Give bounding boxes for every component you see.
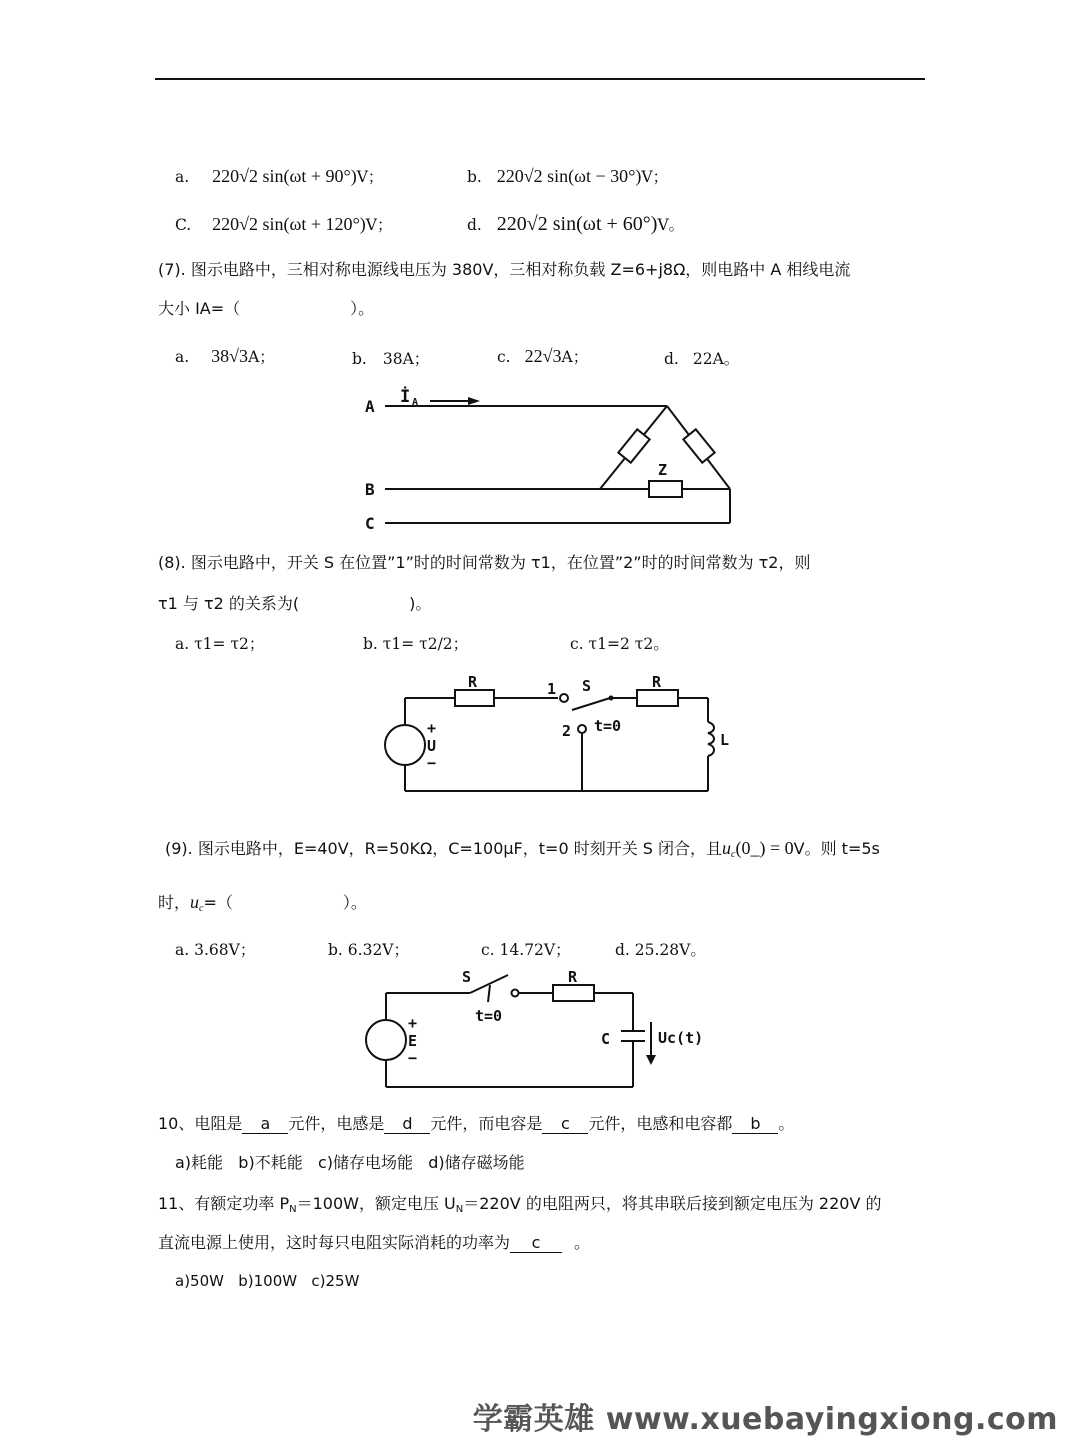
q8-option-a: a. τ1= τ2； [175, 635, 265, 653]
q7-line1: (7). 图示电路中，三相对称电源线电压为 380V，三相对称负载 Z=6+j8Ω，则电路中 A 相线电流 [158, 260, 851, 279]
q11-answer: c [510, 1234, 562, 1253]
q7-line2: 大小 IA=（ ）。 [158, 299, 375, 318]
node-b-label: B [365, 480, 375, 499]
q9-line1: (9). 图示电路中，E=40V，R=50KΩ，C=100μF，t=0 时刻开关 S 闭合，且$u_c(0\_) = 0V$。则 t=5s [165, 838, 880, 860]
switch-label: S [462, 968, 472, 986]
source-plus-label: + [408, 1014, 418, 1032]
resistor-label: R [568, 968, 578, 986]
q11-line2: 直流电源上使用，这时每只电阻实际消耗的功率为 c 。 [158, 1233, 591, 1252]
switch-label: S [582, 677, 592, 695]
source-minus-label: − [427, 754, 437, 772]
q9-option-a: a. 3.68V； [175, 941, 256, 959]
q10-line1: 10、电阻是 a 元件，电感是 d 元件，而电容是 c 元件，电感和电容都 b 。 [158, 1114, 795, 1133]
current-subscript: A [412, 397, 419, 408]
q7-option-b: b. 38A； [352, 350, 430, 368]
q11-choices: a)50W b)100W c)25W [175, 1272, 360, 1290]
switch-rl-circuit-diagram [380, 670, 740, 800]
q8-option-b: b. τ1= τ2/2； [363, 635, 469, 653]
switch-position-2-label: 2 [562, 722, 572, 740]
rc-circuit-diagram [360, 965, 720, 1095]
q9-option-c: c. 14.72V； [481, 941, 571, 959]
capacitor-voltage-label: Uc(t) [658, 1029, 704, 1047]
q10-answer-4: b [732, 1115, 778, 1134]
q8-option-c: c. τ1=2 τ2。 [570, 635, 669, 653]
q7-option-c: c. 22√3A； [497, 346, 589, 366]
source-name-label: E [408, 1032, 418, 1050]
q8-line2: τ1 与 τ2 的关系为( )。 [158, 594, 432, 613]
q9-option-d: d. 25.28V。 [615, 941, 706, 959]
switch-position-1-label: 1 [547, 680, 557, 698]
q11-line1: 11、有额定功率 $P_N=100W$，额定电压 $U_N=220V$ 的电阻两只，将其串联后接到额定电压为 220V 的 [158, 1194, 882, 1215]
header-rule [155, 78, 925, 80]
source-plus-label: + [427, 719, 437, 737]
inductor-label: L [720, 731, 730, 749]
node-a-label: A [365, 397, 375, 416]
source-minus-label: − [408, 1049, 418, 1067]
load-label: Z [658, 461, 668, 479]
node-c-label: C [365, 514, 375, 530]
watermark: 学霸英雄 www.xuebayingxiong.com [472, 1402, 1058, 1437]
option-b: b. 220√2 sin(ωt − 30°)V； [467, 166, 669, 186]
source-name-label: U [427, 737, 437, 755]
option-d: d. 220√2 sin(ωt + 60°)V。 [467, 213, 685, 235]
option-a: a. 220√2 sin(ωt + 90°)V； [175, 166, 384, 186]
q9-option-b: b. 6.32V； [328, 941, 410, 959]
q9-line2: 时，$u_c=$（ ）。 [158, 892, 367, 914]
q7-option-d: d. 22A。 [664, 350, 740, 368]
capacitor-label: C [601, 1030, 611, 1048]
q7-option-a: a. 38√3A； [175, 346, 275, 366]
q10-answer-1: a [242, 1115, 288, 1134]
resistor-r1-label: R [468, 673, 478, 691]
three-phase-circuit-diagram [355, 378, 755, 530]
resistor-r2-label: R [652, 673, 662, 691]
q8-line1: (8). 图示电路中，开关 S 在位置”1”时的时间常数为 τ1，在位置”2”时的时间常数为 τ2，则 [158, 553, 811, 572]
option-c: C. 220√2 sin(ωt + 120°)V； [175, 214, 393, 234]
q10-choices: a)耗能 b)不耗能 c)储存电场能 d)储存磁场能 [175, 1153, 525, 1172]
switch-time-label: t=0 [475, 1007, 503, 1025]
q10-answer-2: d [384, 1115, 430, 1134]
switch-time-label: t=0 [594, 717, 622, 735]
q10-answer-3: c [542, 1115, 588, 1134]
current-label: İ [400, 387, 411, 407]
